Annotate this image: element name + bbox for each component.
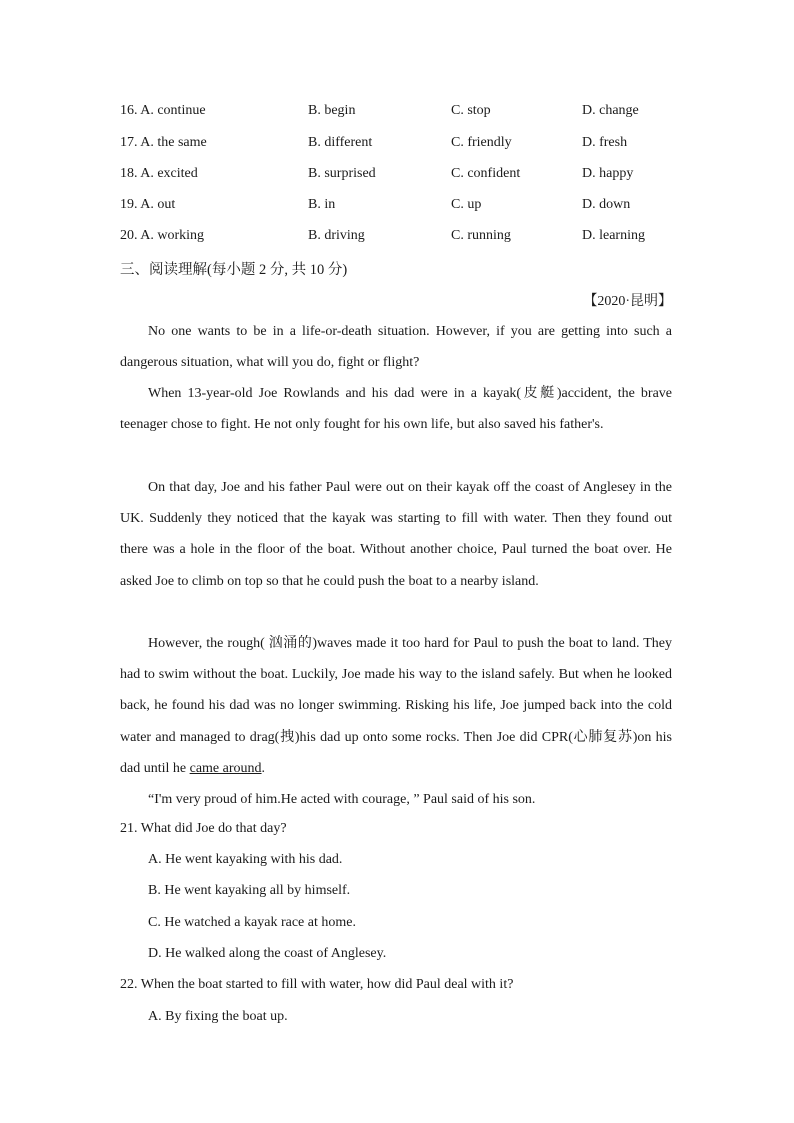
- option-c: C. stop: [451, 103, 491, 118]
- option-row-16: [120, 103, 680, 123]
- question-21-choice-d: D. He walked along the coast of Anglesey.: [148, 946, 387, 961]
- option-d: D. fresh: [582, 135, 628, 150]
- option-a: 18. A. excited: [120, 166, 198, 181]
- passage-paragraph-1: No one wants to be in a life-or-death situation. However, if you are getting into such a dangerous situation, what will you do, fight or flight?: [120, 324, 672, 371]
- option-d: D. down: [582, 197, 631, 212]
- option-row-17: [120, 135, 680, 155]
- option-a: 17. A. the same: [120, 135, 207, 150]
- option-row-19: [120, 197, 680, 217]
- source-tag: 【2020·昆明】: [583, 294, 672, 309]
- option-b: B. surprised: [308, 166, 376, 181]
- option-c: C. confident: [451, 166, 521, 181]
- question-21-choice-c: C. He watched a kayak race at home.: [148, 915, 356, 930]
- passage-paragraph-4: [120, 628, 672, 784]
- option-a: 19. A. out: [120, 197, 176, 212]
- option-a: 20. A. working: [120, 228, 204, 243]
- option-a: 16. A. continue: [120, 103, 206, 118]
- option-d: D. learning: [582, 228, 645, 243]
- paragraph-4-text: However, the rough( 汹涌的)waves made it too hard for Paul to push the boat to land. They had to swim without the boat. Luckily, Joe made his way to the island safely. But when he looked back, he found his dad was no longer swimming. Risking his life, Joe jumped back into the cold water and managed to drag(拽)his dad up onto some rocks. Then Joe did CPR(心肺复苏)on his dad until he: [120, 636, 672, 776]
- passage-paragraph-3: On that day, Joe and his father Paul were out on their kayak off the coast of Anglesey in the UK. Suddenly they noticed that the kayak was starting to fill with water. Then they found out there was a hole in the floor of the boat. Without another choice, Paul turned the boat over. He asked Joe to climb on top so that he could push the boat to a nearby island.: [120, 480, 672, 589]
- question-21-choice-b: B. He went kayaking all by himself.: [148, 883, 351, 898]
- question-21-stem: 21. What did Joe do that day?: [120, 821, 287, 836]
- option-d: D. change: [582, 103, 639, 118]
- option-row-18: [120, 166, 680, 186]
- passage-paragraph-2: When 13-year-old Joe Rowlands and his dad were in a kayak(皮艇)accident, the brave teenager chose to fight. He not only fought for his own life, but also saved his father's.: [120, 386, 672, 433]
- underlined-phrase: came around: [189, 760, 262, 776]
- option-c: C. friendly: [451, 135, 512, 150]
- question-22-choice-a: A. By fixing the boat up.: [148, 1009, 288, 1024]
- paragraph-4-end: .: [261, 760, 266, 776]
- option-row-20: [120, 228, 680, 248]
- option-b: B. driving: [308, 228, 365, 243]
- passage-paragraph-5: “I'm very proud of him.He acted with courage, ” Paul said of his son.: [148, 792, 536, 807]
- option-b: B. begin: [308, 103, 356, 118]
- option-c: C. up: [451, 197, 482, 212]
- option-d: D. happy: [582, 166, 634, 181]
- question-21-choice-a: A. He went kayaking with his dad.: [148, 852, 343, 867]
- section-title: 三、阅读理解(每小题 2 分, 共 10 分): [120, 262, 348, 278]
- option-b: B. different: [308, 135, 373, 150]
- option-b: B. in: [308, 197, 336, 212]
- question-22-stem: 22. When the boat started to fill with water, how did Paul deal with it?: [120, 977, 514, 992]
- option-c: C. running: [451, 228, 511, 243]
